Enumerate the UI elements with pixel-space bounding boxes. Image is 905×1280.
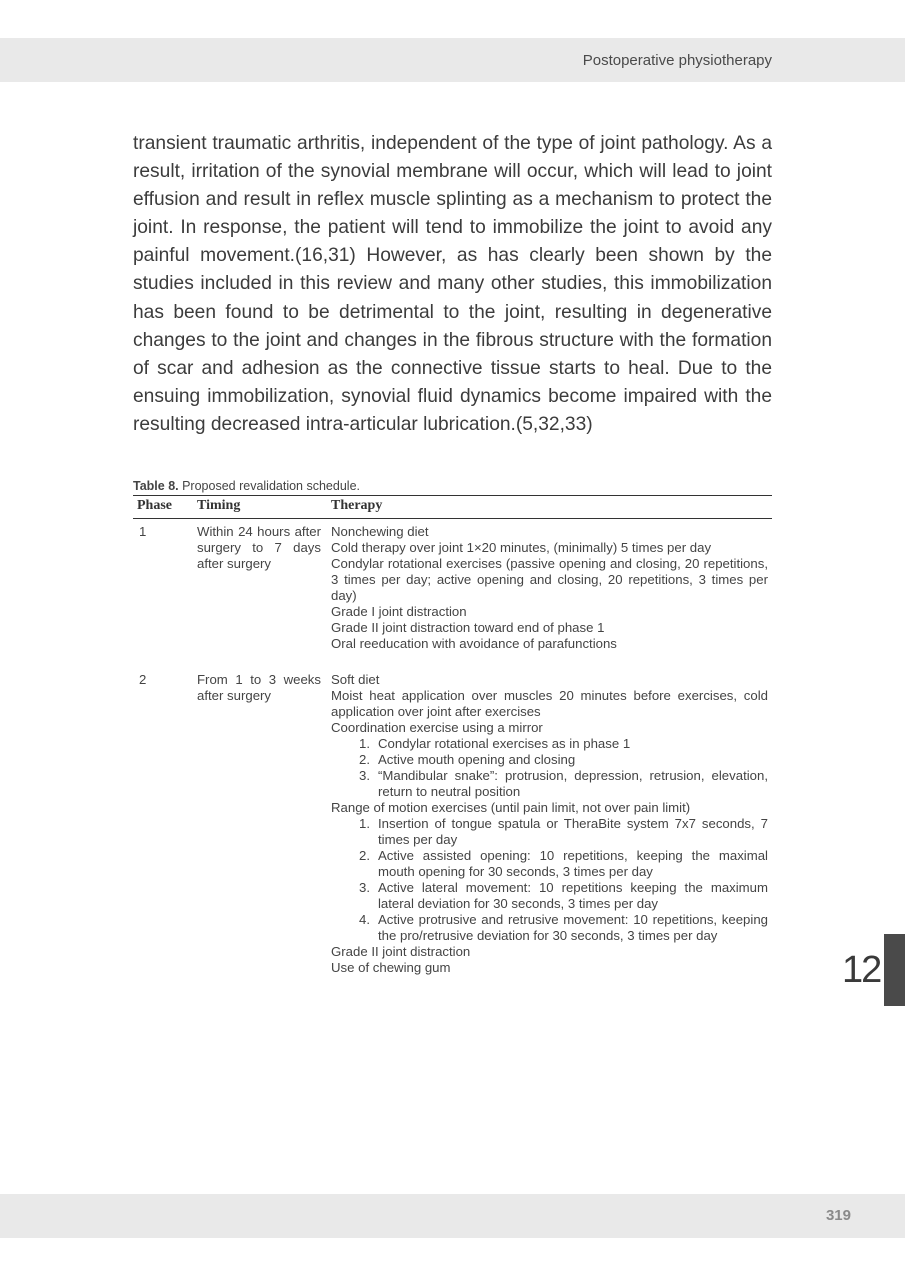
item-number: 4. [359, 912, 370, 927]
page-footer [0, 1194, 905, 1238]
table-row [133, 652, 772, 976]
item-text: Condylar rotational exercises as in phase 1 [378, 736, 631, 751]
item-text: “Mandibular snake”: protrusion, depression, retrusion, elevation, return to neutral position [378, 768, 768, 799]
coordination-item [331, 768, 768, 800]
range-of-motion-item [331, 912, 768, 944]
header-timing: Timing [191, 496, 325, 519]
range-of-motion-item [331, 816, 768, 848]
item-number: 1. [359, 816, 370, 831]
item-text: Insertion of tongue spatula or TheraBite system 7x7 seconds, 7 times per day [378, 816, 768, 847]
therapy-cell [325, 652, 772, 976]
header-therapy: Therapy [325, 496, 772, 519]
therapy-line: Oral reeducation with avoidance of parafunctions [331, 636, 617, 651]
table-caption [133, 478, 772, 494]
therapy-line: Grade II joint distraction toward end of phase 1 [331, 620, 605, 635]
table-caption-text: Proposed revalidation schedule. [178, 479, 360, 493]
range-of-motion-item [331, 880, 768, 912]
body-paragraph: transient traumatic arthritis, independent of the type of joint pathology. As a result, irritation of the synovial membrane will occur, which will lead to joint effusion and result in reflex muscle splinting as a mechanism to protect the joint. In response, the patient will tend to immobilize the joint to avoid any painful movement.(16,31) However, as has clearly been shown by the studies included in this review and many other studies, this immobilization has been found to be detrimental to the joint, resulting in degenerative changes to the joint and changes in the fibrous structure with the formation of scar and adhesion as the connective tissue starts to heal. Due to the ensuing immobilization, synovial fluid dynamics become impaired with the resulting decreased intra-articular lubrication.(5,32,33) [133, 133, 772, 435]
chapter-number: 12 [842, 949, 881, 991]
coordination-item [331, 736, 768, 752]
header-phase: Phase [133, 496, 191, 519]
therapy-line: Condylar rotational exercises (passive opening and closing, 20 repetitions, 3 times per day; active opening and closing, 20 repetitions, 3 times per day) [331, 556, 768, 603]
phase-cell: 2 [139, 672, 147, 687]
revalidation-table-block [133, 478, 772, 976]
therapy-line: Cold therapy over joint 1×20 minutes, (minimally) 5 times per day [331, 540, 712, 555]
item-number: 3. [359, 768, 370, 783]
therapy-line: Grade I joint distraction [331, 604, 467, 619]
item-text: Active lateral movement: 10 repetitions keeping the maximum lateral deviation for 30 seconds, 3 times per day [378, 880, 768, 911]
coordination-item [331, 752, 768, 768]
item-number: 2. [359, 848, 370, 863]
item-text: Active mouth opening and closing [378, 752, 576, 767]
table-row [133, 519, 772, 653]
therapy-line: Soft diet [331, 672, 380, 687]
item-number: 3. [359, 880, 370, 895]
range-of-motion-item [331, 848, 768, 880]
page-number: 319 [825, 1207, 851, 1224]
table-header-row [133, 496, 772, 519]
phase-cell: 1 [139, 524, 147, 539]
therapy-line: Coordination exercise using a mirror [331, 720, 543, 735]
table-caption-label: Table 8. [133, 479, 179, 493]
therapy-line: Grade II joint distraction [331, 944, 471, 959]
item-number: 1. [359, 736, 370, 751]
chapter-tab [884, 934, 905, 1006]
item-text: Active protrusive and retrusive movement: 10 repetitions, keeping the pro/retrusive deviation for 30 seconds, 3 times per day [378, 912, 768, 943]
revalidation-table [133, 495, 772, 976]
therapy-line: Range of motion exercises (until pain limit, not over pain limit) [331, 800, 691, 815]
therapy-line: Nonchewing diet [331, 524, 429, 539]
therapy-line: Use of chewing gum [331, 960, 451, 975]
item-number: 2. [359, 752, 370, 767]
running-title: Postoperative physiotherapy [582, 52, 772, 69]
therapy-line: Moist heat application over muscles 20 minutes before exercises, cold application over joint after exercises [331, 688, 768, 719]
timing-cell: Within 24 hours after surgery to 7 days after surgery [197, 524, 321, 571]
running-header [0, 38, 905, 82]
item-text: Active assisted opening: 10 repetitions, keeping the maximal mouth opening for 30 seconds, 3 times per day [378, 848, 768, 879]
timing-cell: From 1 to 3 weeks after surgery [197, 672, 321, 703]
therapy-cell [325, 519, 772, 653]
